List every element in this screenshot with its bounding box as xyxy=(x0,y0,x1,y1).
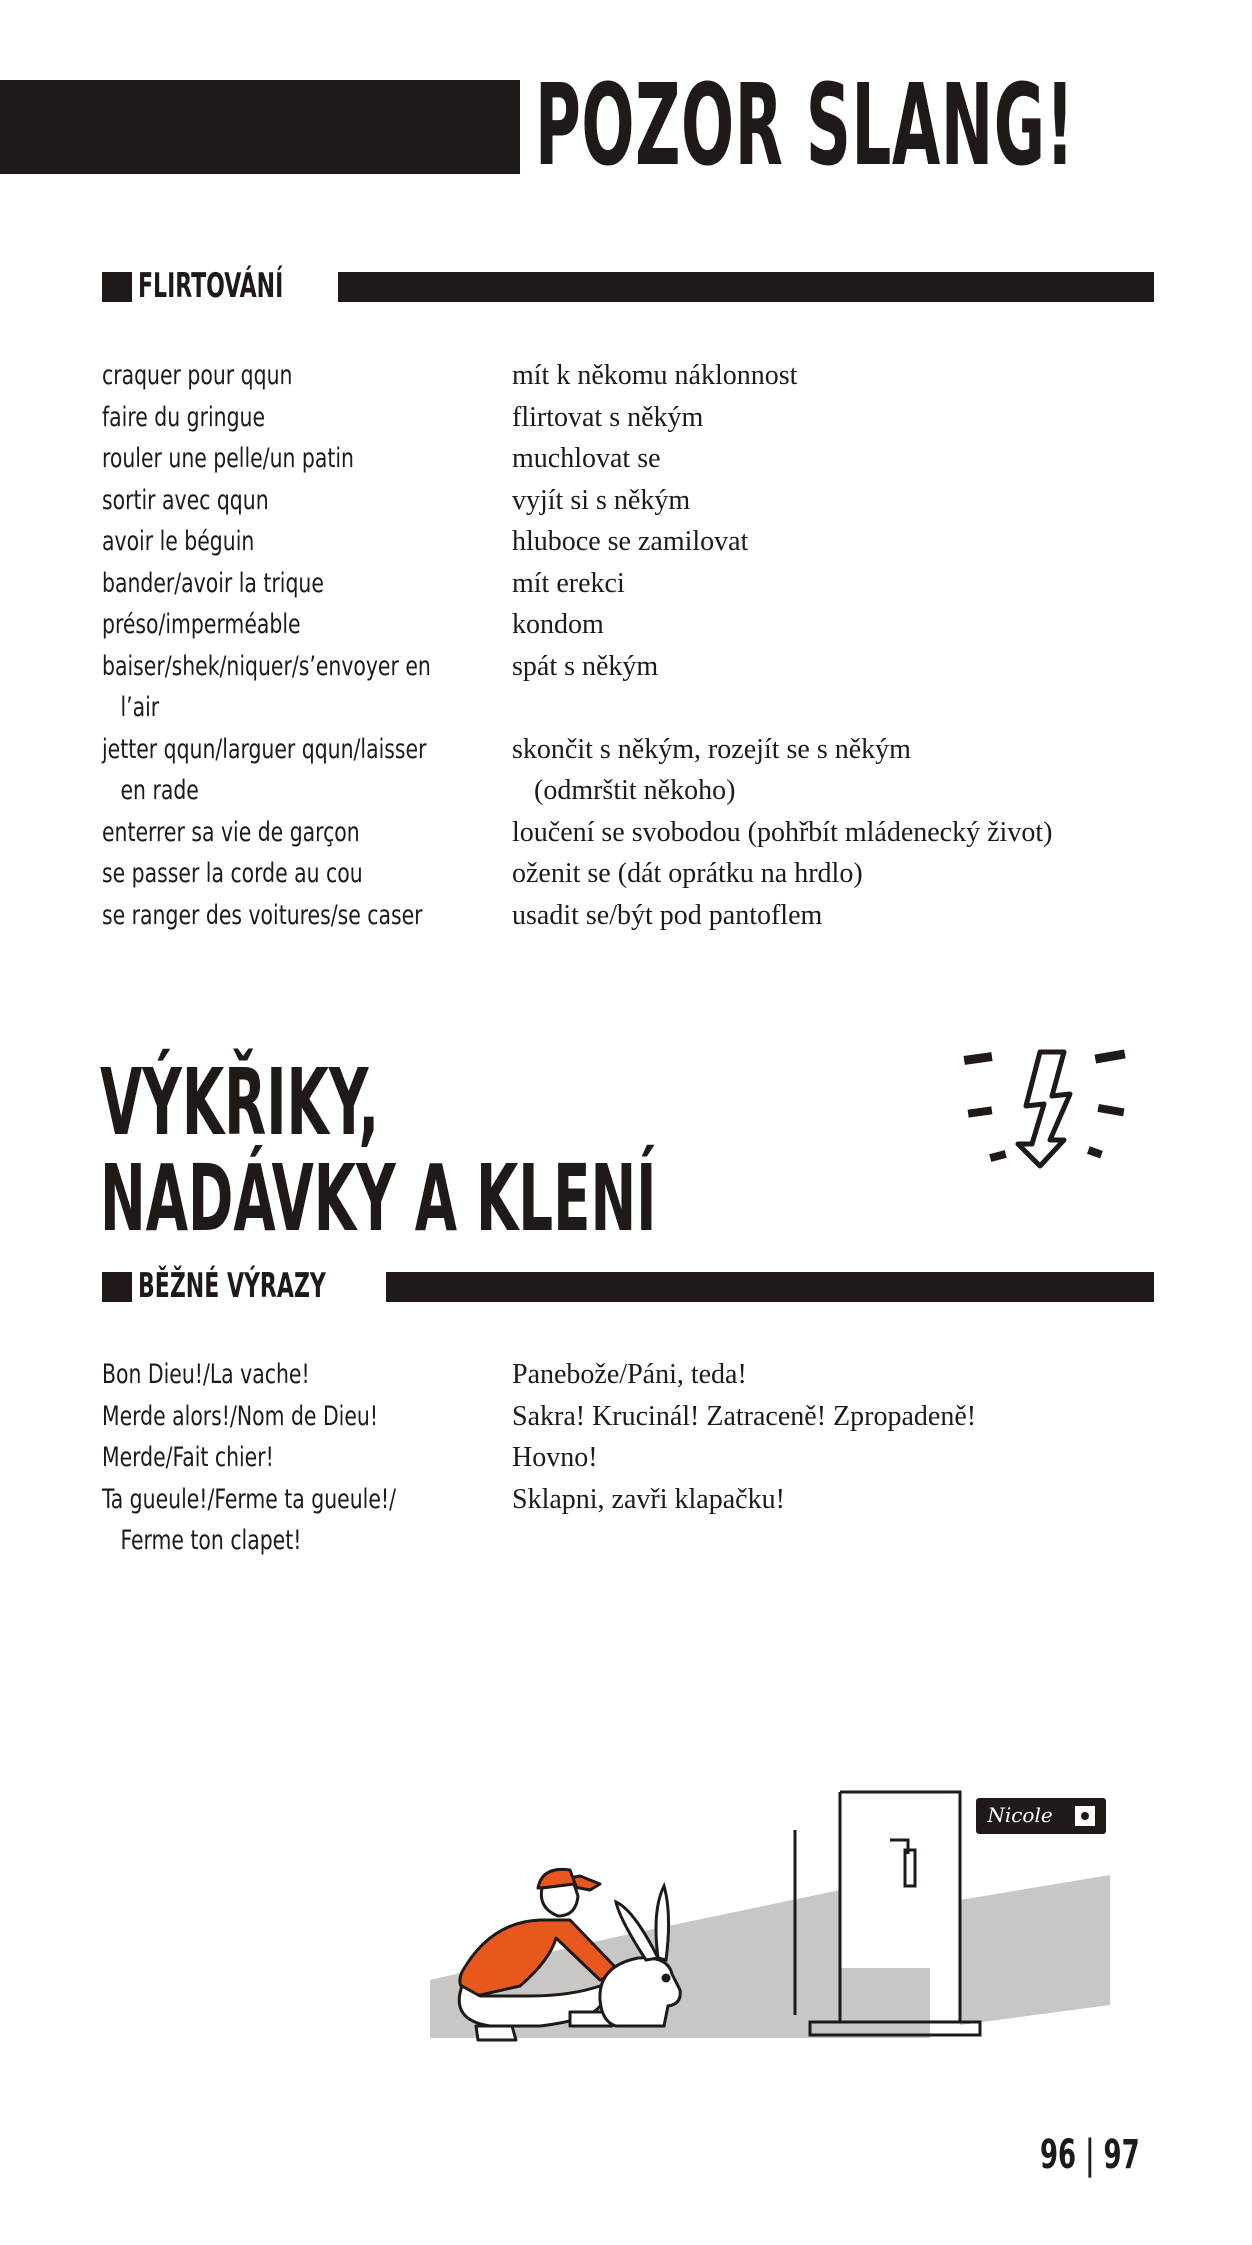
glossary-row: rouler une pelle/un patin muchlovat se xyxy=(102,443,661,474)
exclaim-glossary xyxy=(102,1354,1162,1562)
svg-text:Nicole: Nicole xyxy=(987,1803,1053,1827)
glossary-row: Merde alors!/Nom de Dieu! Sakra! Krucinál! Zatraceně! Zpropadeně! xyxy=(102,1400,977,1432)
section-title-exclaim: VÝKŘIKY, NADÁVKY A KLENÍ xyxy=(100,1049,657,1252)
glossary-row: Bon Dieu!/La vache! Panebože/Páni, teda! xyxy=(102,1359,747,1390)
section-heading-label: FLIRTOVÁNÍ xyxy=(138,266,284,306)
section-heading-label: BĚŽNÉ VÝRAZY xyxy=(138,1266,326,1306)
glossary-row: enterrer sa vie de garçon loučení se svobodou (pohřbít mládenecký život) xyxy=(102,816,1053,848)
flirt-glossary xyxy=(102,355,1162,936)
glossary-row: Ta gueule!/Ferme ta gueule!/ Ferme ton clapet! Sklapni, zavři klapačku! xyxy=(102,1483,785,1556)
glossary-row: avoir le béguin hluboce se zamilovat xyxy=(102,526,749,557)
glossary-row: se passer la corde au cou oženit se (dát oprátku na hrdlo) xyxy=(102,858,863,889)
section-heading-flirt xyxy=(102,266,1154,306)
glossary-row: sortir avec qqun vyjít si s někým xyxy=(102,484,691,516)
glossary-row: préso/imperméable kondom xyxy=(102,609,604,640)
glossary-row: faire du gringue flirtovat s někým xyxy=(102,401,704,433)
glossary-row: se ranger des voitures/se caser usadit se/být pod pantoflem xyxy=(102,899,823,931)
glossary-row: baiser/shek/niquer/s’envoyer en l’air spát s někým xyxy=(102,650,659,723)
glossary-row: craquer pour qqun mít k někomu náklonnost xyxy=(102,360,798,391)
page-numbers: 96 | 97 xyxy=(1040,2132,1140,2178)
glossary-row: bander/avoir la trique mít erekci xyxy=(102,567,625,599)
glossary-row: Merde/Fait chier! Hovno! xyxy=(102,1442,598,1473)
glossary-row: jetter qqun/larguer qqun/laisser en rade skončit s někým, rozejít se s někým (odmrštit někoho) xyxy=(102,733,911,806)
man-with-rabbit-illustration xyxy=(420,1790,1130,2080)
lightning-warning-icon xyxy=(960,1040,1130,1170)
section-heading-common xyxy=(102,1266,1154,1306)
title-bar xyxy=(0,80,520,174)
page-title: POZOR SLANG! xyxy=(535,61,1075,191)
